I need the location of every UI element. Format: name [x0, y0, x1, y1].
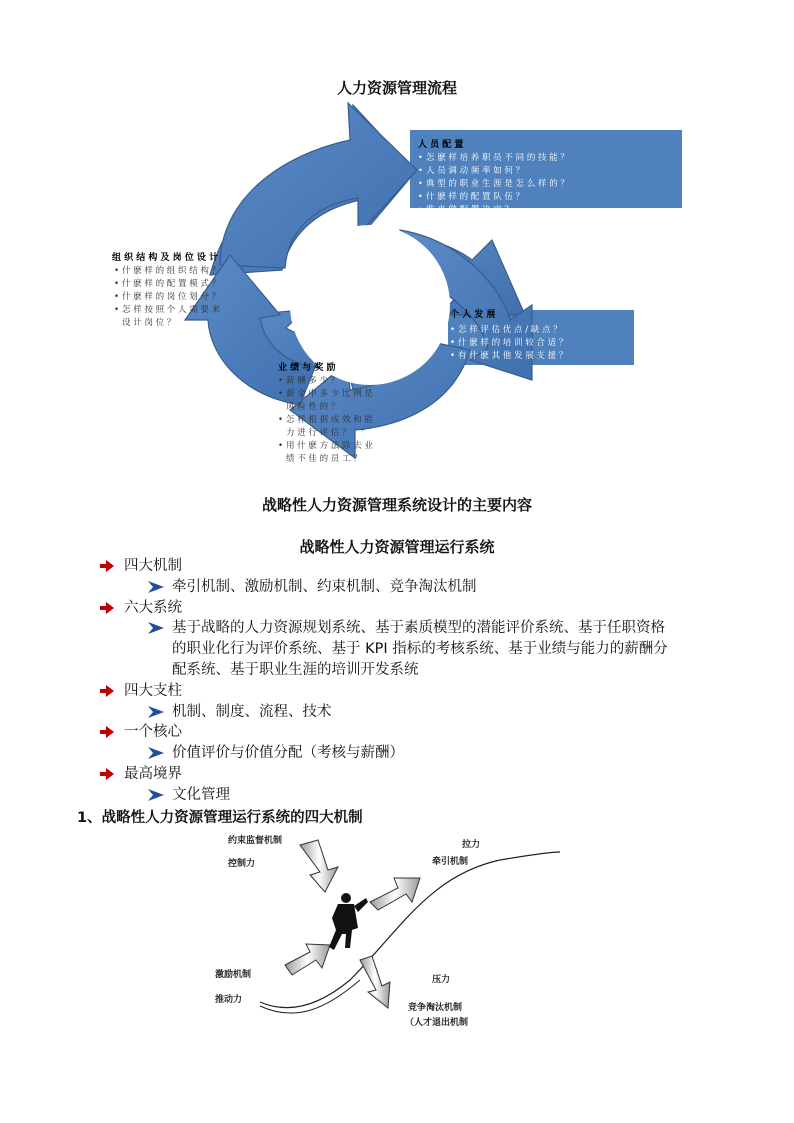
blue-chevron-bullet-icon	[148, 706, 164, 718]
svg-text:•: •	[114, 305, 120, 315]
competition-arrow-icon	[360, 956, 390, 1008]
svg-text:•: •	[114, 292, 120, 302]
label-drive: 推动力	[215, 995, 243, 1005]
outline-subitem: 牵引机制、激励机制、约束机制、竞争淘汰机制	[100, 577, 740, 598]
staffing-item: 典 型 的 职 业 生 涯 是 怎 么 样 的 ？	[426, 179, 569, 189]
blue-chevron-bullet-icon	[148, 622, 164, 634]
development-item: 有 什 麽 其 他 发 展 支 援 ？	[458, 351, 568, 361]
performance-title: 业 绩 与 奖 励	[278, 363, 336, 373]
section-heading-system: 战略性人力资源管理运行系统	[299, 538, 495, 556]
red-arrow-bullet-icon	[100, 685, 114, 697]
development-title: 个 人 发 展	[450, 310, 496, 320]
outline-item: 四大支柱	[100, 681, 740, 702]
label-constraint: 约束监督机制	[228, 836, 283, 846]
organization-item: 怎 样 按 照 个 人 需 要 来	[122, 305, 221, 315]
outline-subitem: 文化管理	[100, 785, 740, 806]
performance-item: 用 什 麽 方 法 除 去 业	[286, 441, 373, 451]
system-outline	[100, 556, 740, 806]
staffing-item: 人 员 调 动 频 率 如 何 ？	[426, 166, 525, 176]
label-control: 控制力	[228, 859, 256, 869]
organization-item: 什 麽 样 的 配 置 模 式 ？	[122, 279, 221, 289]
section-heading-design: 战略性人力资源管理系统设计的主要内容	[261, 496, 532, 514]
red-arrow-bullet-icon	[100, 560, 114, 572]
organization-item: 什 麽 样 的 组 织 结 构 ？	[122, 266, 221, 276]
cycle-center	[290, 225, 450, 385]
svg-text:•: •	[450, 338, 456, 348]
label-traction: 牵引机制	[432, 857, 469, 867]
outline-subitem: 价值评价与价值分配（考核与薪酬）	[100, 743, 740, 764]
red-arrow-bullet-icon	[100, 768, 114, 780]
svg-text:•: •	[418, 179, 423, 188]
svg-text:•: •	[114, 266, 120, 276]
slope-line	[260, 852, 560, 1008]
hr-cycle-diagram	[100, 100, 700, 480]
outline-subitem: 机制、制度、流程、技术	[100, 702, 740, 723]
svg-text:•: •	[278, 441, 284, 451]
slope-line-lower	[260, 980, 360, 1013]
mechanism-illustration	[200, 830, 580, 1035]
outline-subitem: 基于战略的人力资源规划系统、基于素质模型的潜能评价系统、基于任职资格 的职业化行为评价系统、基于 KPI 指标的考核系统、基于业绩与能力的薪酬分 配系统、基于职业生涯的培训开发系统	[100, 618, 740, 680]
performance-item: 薪 酬 多 少 ？	[286, 376, 340, 386]
section-title-mechanisms: 1、战略性人力资源管理运行系统的四大机制	[77, 810, 363, 826]
svg-text:•: •	[278, 376, 284, 386]
traction-arrow-icon	[370, 878, 420, 910]
svg-text:•: •	[418, 153, 423, 162]
incentive-arrow-icon	[285, 944, 330, 975]
blue-chevron-bullet-icon	[148, 581, 164, 593]
performance-item: 薪 金 中 多 少 比 例 是	[286, 389, 373, 399]
svg-text:•: •	[114, 279, 120, 289]
outline-item: 一个核心	[100, 722, 740, 743]
performance-item: 风 险 性 的 ？	[286, 402, 340, 412]
label-incentive: 激励机制	[215, 970, 252, 980]
label-exit: （人才退出机制	[405, 1018, 469, 1028]
development-item: 什 麽 样 的 培 训 较 合 适 ？	[458, 338, 568, 348]
svg-text:•: •	[278, 415, 284, 425]
svg-text:•: •	[450, 351, 456, 361]
blue-chevron-bullet-icon	[148, 747, 164, 759]
svg-text:•: •	[418, 192, 423, 201]
organization-item: 设 计 岗 位 ？	[122, 318, 176, 328]
staffing-title: 人 员 配 置	[418, 140, 464, 150]
red-arrow-bullet-icon	[100, 602, 114, 614]
red-arrow-bullet-icon	[100, 726, 114, 738]
label-pull: 拉力	[462, 840, 481, 850]
outline-item: 最高境界	[100, 764, 740, 785]
development-item: 怎 样 评 估 优 点 / 缺 点 ？	[458, 325, 562, 335]
performance-item: 怎 样 根 据 成 效 和 能	[286, 415, 373, 425]
constraint-arrow-icon	[300, 840, 338, 892]
outline-item: 四大机制	[100, 556, 740, 577]
svg-text:•: •	[418, 205, 423, 214]
performance-item: 力 进 行 评 估 ？	[286, 428, 351, 438]
blue-chevron-bullet-icon	[148, 789, 164, 801]
staffing-item: 什 麽 样 的 配 置 队 伍 ？	[426, 192, 525, 202]
svg-text:•: •	[418, 166, 423, 175]
staffing-item: 怎 麽 样 培 养 职 员 不 同 的 技 能 ？	[426, 153, 569, 163]
outline-item: 六大系统	[100, 598, 740, 619]
staffing-item: 谁 来 做 配 置 决 定 ？	[426, 205, 513, 215]
climbing-person-icon	[329, 893, 368, 950]
label-pressure: 压力	[432, 975, 451, 985]
organization-title: 组 织 结 构 及 岗 位 设 计	[112, 253, 219, 263]
page-title: 人力资源管理流程	[336, 79, 457, 97]
svg-text:•: •	[450, 325, 456, 335]
organization-item: 什 麽 样 的 岗 位 划 分 ？	[122, 292, 221, 302]
label-competition: 竞争淘汰机制	[408, 1003, 463, 1013]
svg-text:•: •	[278, 389, 284, 399]
performance-item: 绩 不 佳 的 员 工 ？	[286, 454, 362, 464]
